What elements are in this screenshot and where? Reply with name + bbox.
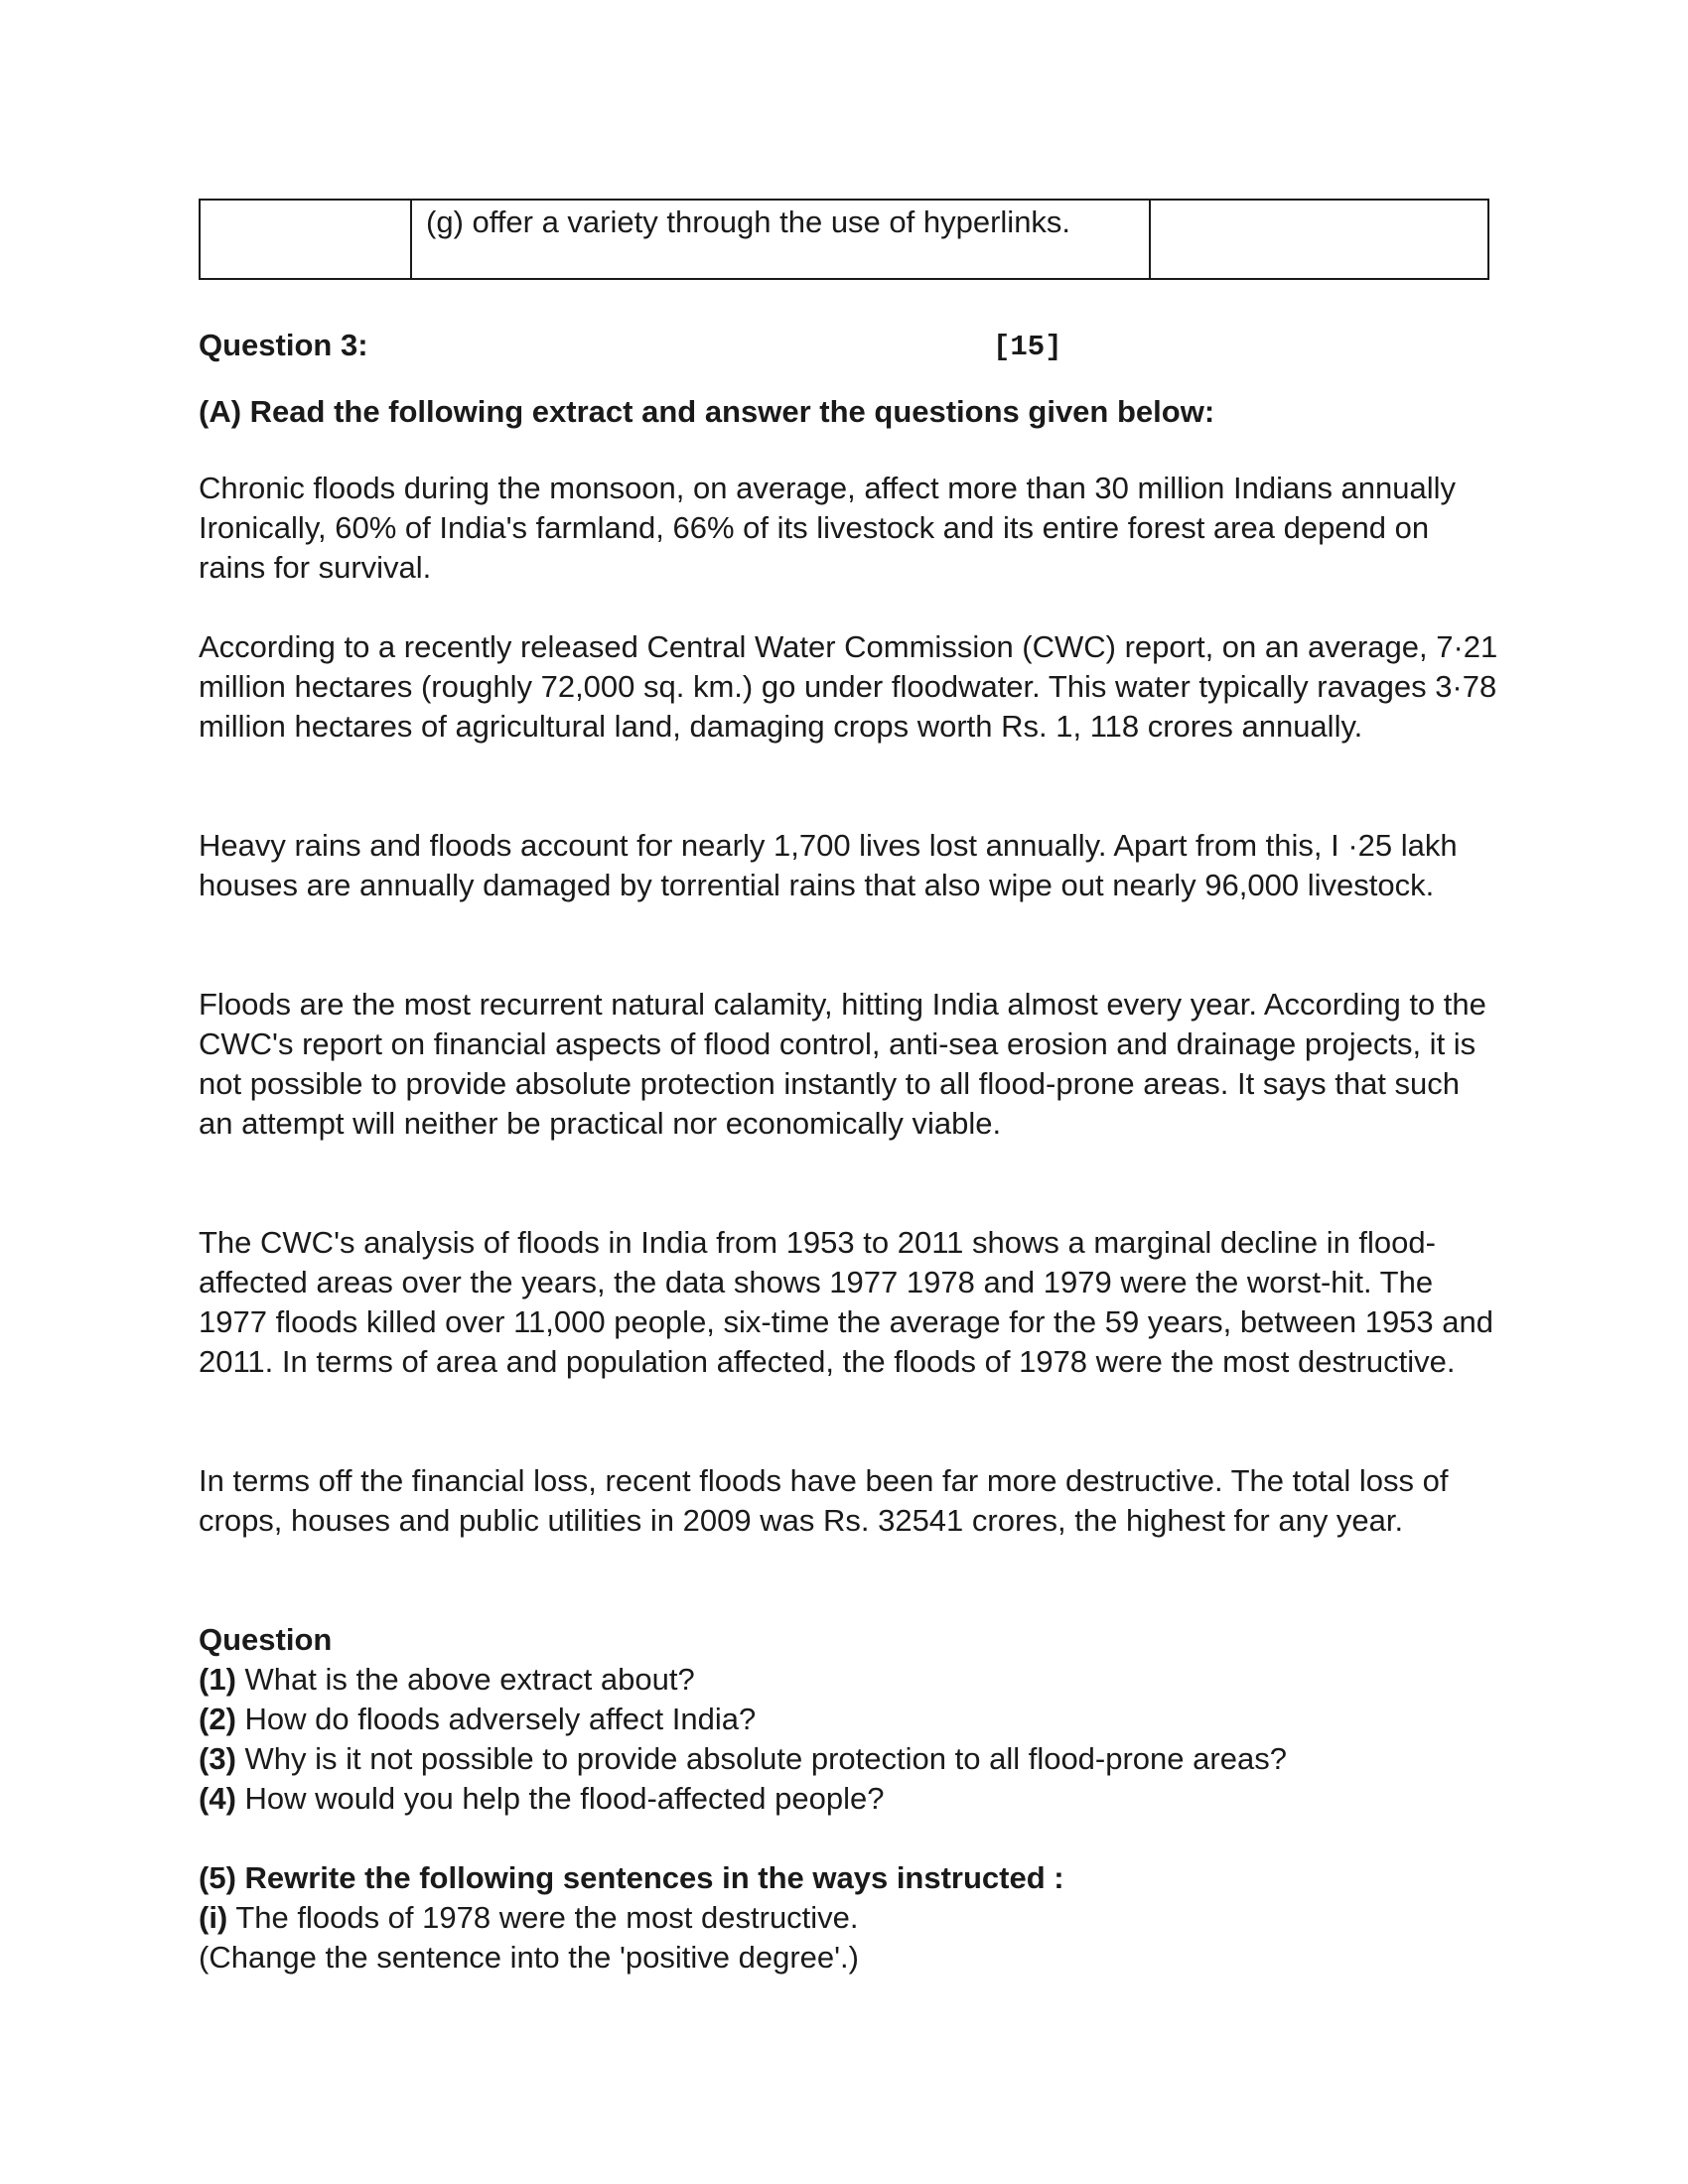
questions-heading: Question — [199, 1622, 333, 1657]
section-heading: (A) Read the following extract and answer the questions given below: — [199, 394, 1215, 429]
list-item — [199, 1779, 1499, 1819]
question-text: Why is it not possible to provide absolute protection to all flood-prone areas? — [235, 1741, 1287, 1776]
paragraph: Floods are the most recurrent natural calamity, hitting India almost every year. According to the CWC's report on financial aspects of flood control, anti-sea erosion and drainage projects, it is not possible to provide absolute protection instantly to all flood-prone areas. It says that such an attempt will neither be practical nor economically viable. — [199, 987, 1486, 1141]
question-text: How do floods adversely affect India? — [235, 1702, 757, 1736]
rewrite-instruction: (Change the sentence into the 'positive degree'.) — [199, 1940, 859, 1975]
question-number: (i) — [199, 1900, 228, 1935]
question-text: The floods of 1978 were the most destructive. — [227, 1900, 859, 1935]
list-item — [199, 1898, 1499, 1938]
table-cell — [1150, 200, 1488, 279]
rewrite-section — [199, 1858, 1499, 1978]
table-cell: (g) offer a variety through the use of hyperlinks. — [411, 200, 1150, 279]
question-number: (4) — [199, 1781, 236, 1816]
rewrite-heading: (5) Rewrite the following sentences in the ways instructed : — [199, 1860, 1064, 1895]
answer-table — [199, 199, 1489, 280]
paragraph: The CWC's analysis of floods in India from 1953 to 2011 shows a marginal decline in flood-affected areas over the years, the data shows 1977 1978 and 1979 were the worst-hit. The 1977 floods killed over 11,000 people, six-time the average for the 59 years, between 1953 and 2011. In terms of area and population affected, the floods of 1978 were the most destructive. — [199, 1225, 1493, 1379]
question-number: (3) — [199, 1741, 236, 1776]
paragraph: Chronic floods during the monsoon, on average, affect more than 30 million Indians annually Ironically, 60% of India's farmland, 66% of its livestock and its entire forest area depend on rains for survival. — [199, 471, 1457, 585]
list-item — [199, 1739, 1499, 1779]
question-title: Question 3: — [199, 328, 368, 362]
questions-list — [199, 1620, 1499, 1819]
paragraph: In terms off the financial loss, recent floods have been far more destructive. The total loss of crops, houses and public utilities in 2009 was Rs. 32541 crores, the highest for any year. — [199, 1463, 1449, 1538]
list-item — [199, 1660, 1499, 1700]
question-number: (1) — [199, 1662, 236, 1697]
question-marks: [15] — [993, 331, 1062, 363]
table-row — [200, 200, 1488, 279]
paragraph: Heavy rains and floods account for nearly 1,700 lives lost annually. Apart from this, I ·25 lakh houses are annually damaged by torrential rains that also wipe out nearly 96,000 livestock. — [199, 828, 1458, 902]
list-item — [199, 1700, 1499, 1739]
table-cell — [200, 200, 411, 279]
question-number: (2) — [199, 1702, 236, 1736]
question-text: How would you help the flood-affected people? — [235, 1781, 885, 1816]
question-text: What is the above extract about? — [235, 1662, 695, 1697]
paragraph: According to a recently released Central Water Commission (CWC) report, on an average, 7·21 million hectares (roughly 72,000 sq. km.) go under floodwater. This water typically ravages 3·78 million hectares of agricultural land, damaging crops worth Rs. 1, 118 crores annually. — [199, 629, 1498, 744]
